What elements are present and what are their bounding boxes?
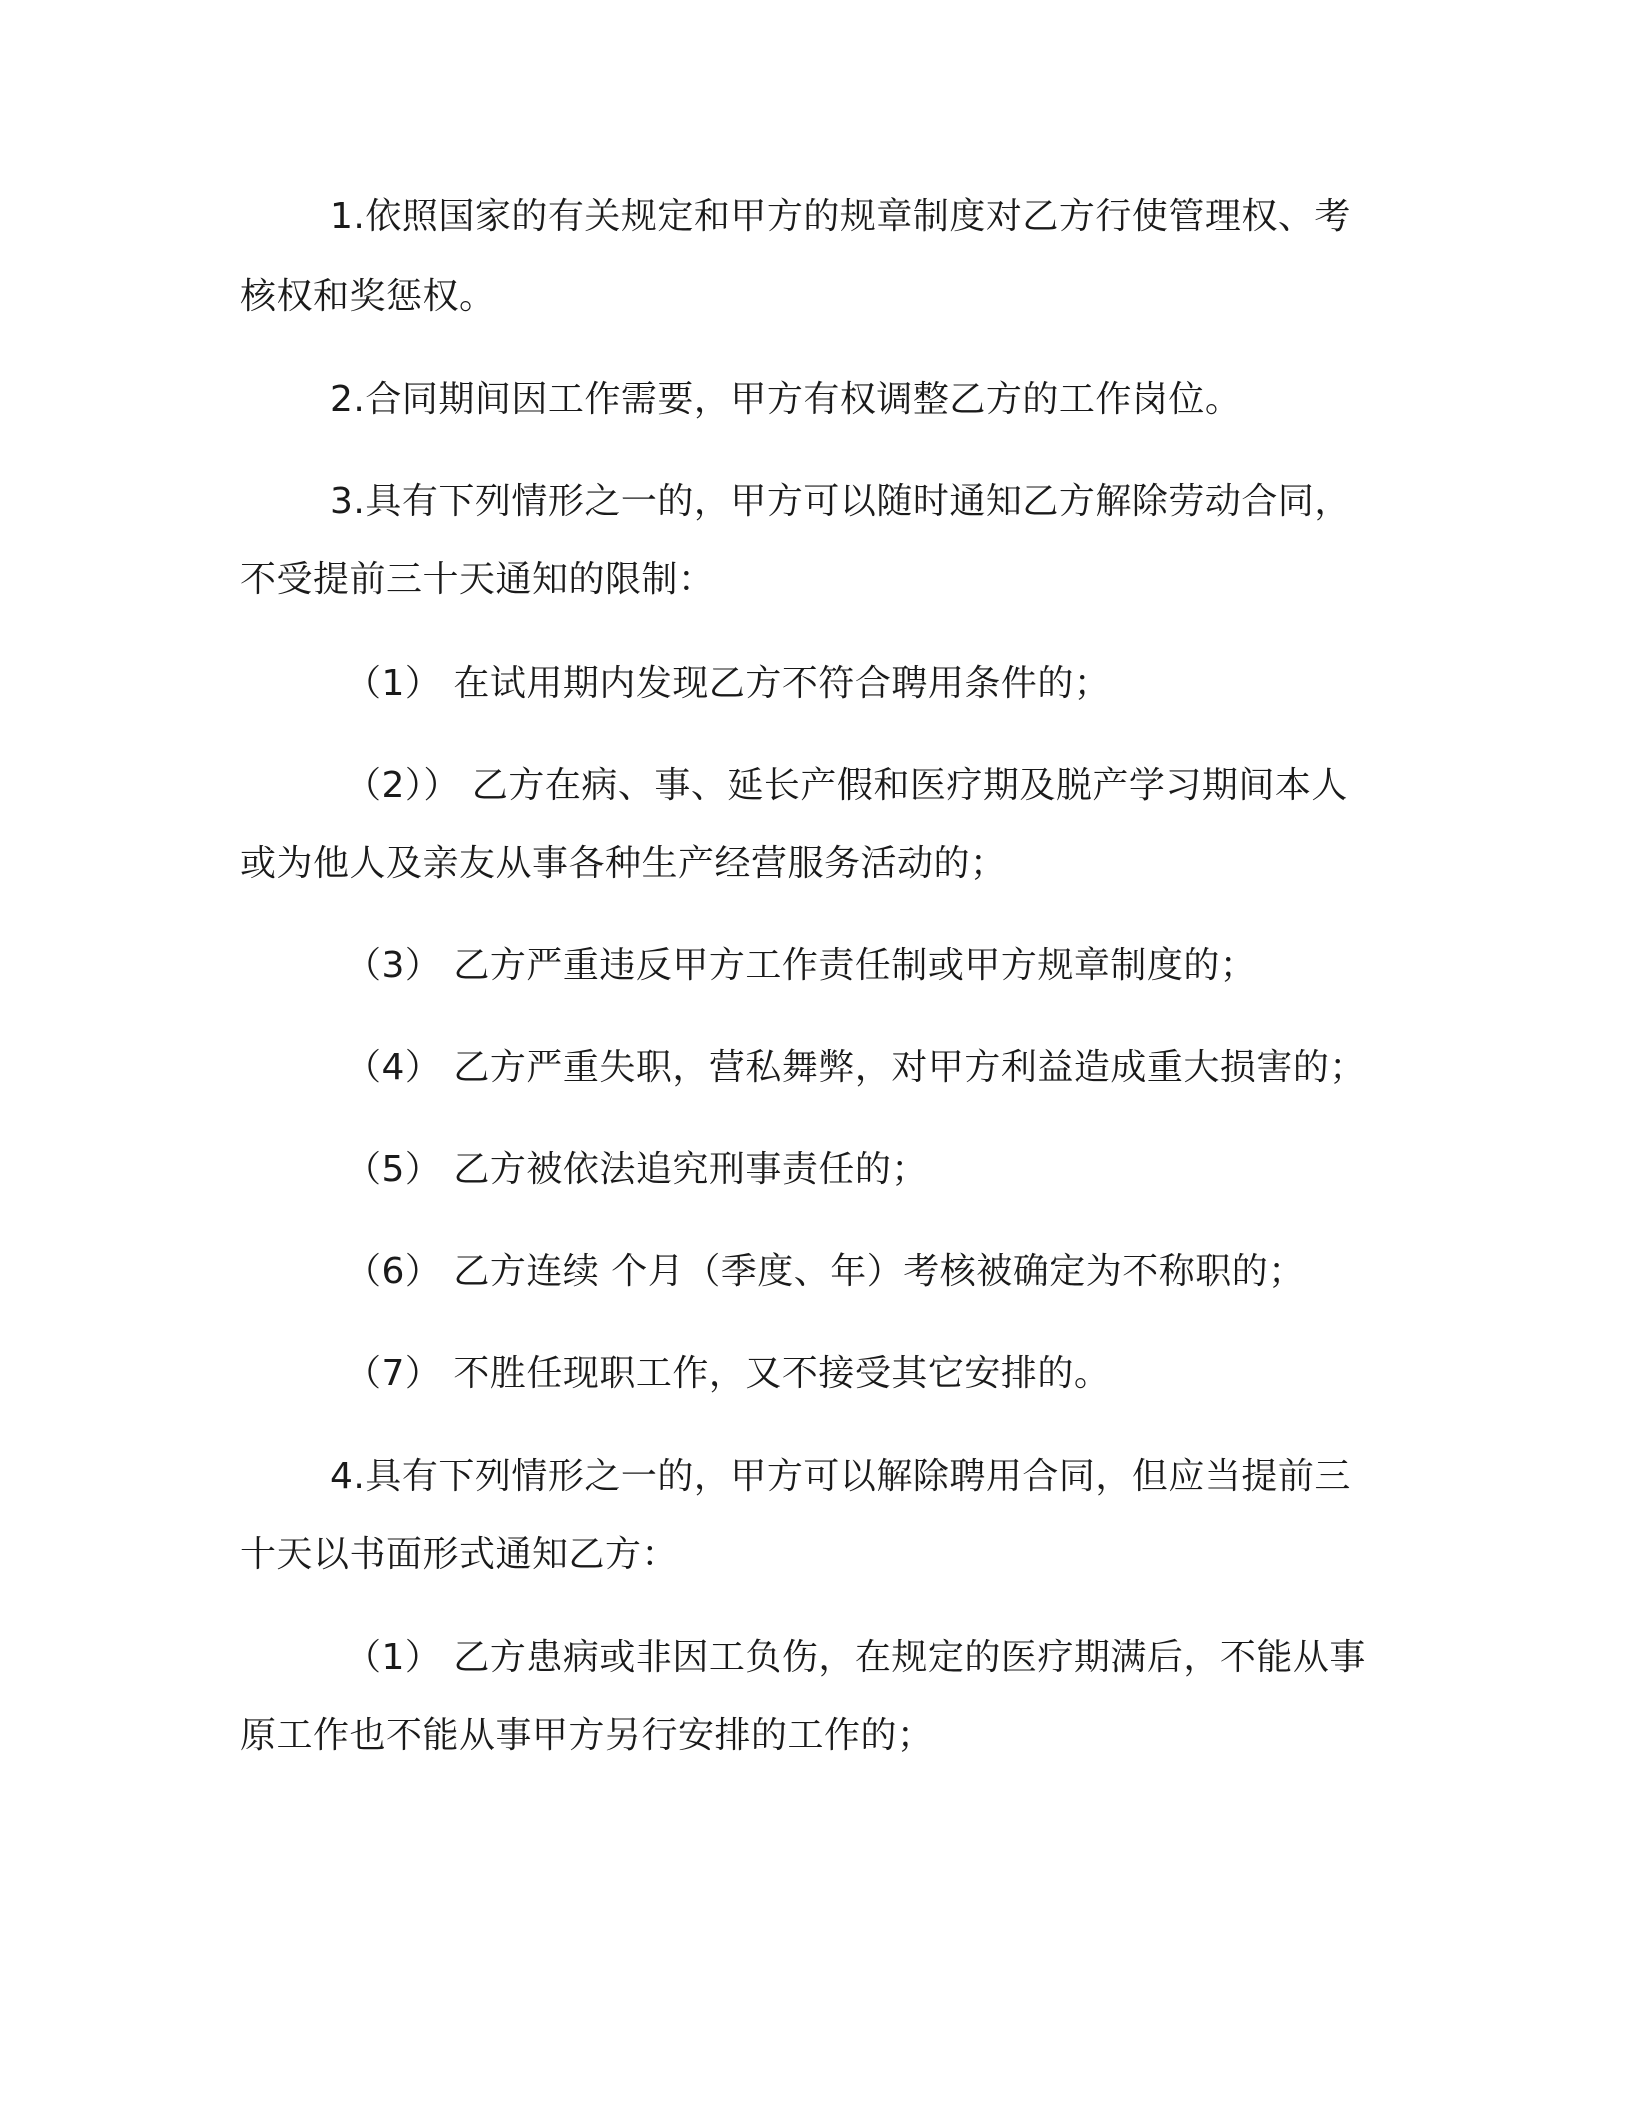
clause-3-item-4: （4） 乙方严重失职，营私舞弊，对甲方利益造成重大损害的； — [345, 1047, 1366, 1088]
clause-4-line-1: 4.具有下列情形之一的，甲方可以解除聘用合同，但应当提前三 — [330, 1456, 1351, 1497]
clause-3-item-1: （1） 在试用期内发现乙方不符合聘用条件的； — [345, 663, 1111, 704]
clause-3-item-5: （5） 乙方被依法追究刑事责任的； — [345, 1149, 928, 1190]
clause-1-line-1: 1.依照国家的有关规定和甲方的规章制度对乙方行使管理权、考 — [330, 196, 1351, 237]
clause-3-item-7: （7） 不胜任现职工作，又不接受其它安排的。 — [345, 1353, 1111, 1394]
clause-3-line-2: 不受提前三十天通知的限制： — [240, 559, 715, 600]
clause-4-item-1-line-1: （1） 乙方患病或非因工负伤，在规定的医疗期满后，不能从事 — [345, 1637, 1366, 1678]
clause-1-line-2: 核权和奖惩权。 — [240, 276, 496, 317]
clause-3-item-2-line-1: （2）） 乙方在病、事、延长产假和医疗期及脱产学习期间本人 — [345, 765, 1348, 806]
clause-3-item-6: （6） 乙方连续 个月（季度、年）考核被确定为不称职的； — [345, 1251, 1305, 1292]
clause-3-line-1: 3.具有下列情形之一的，甲方可以随时通知乙方解除劳动合同， — [330, 481, 1351, 522]
clause-3-item-3: （3） 乙方严重违反甲方工作责任制或甲方规章制度的； — [345, 945, 1257, 986]
clause-3-item-2-line-2: 或为他人及亲友从事各种生产经营服务活动的； — [240, 843, 1007, 884]
clause-4-item-1-line-2: 原工作也不能从事甲方另行安排的工作的； — [240, 1715, 934, 1756]
clause-4-line-2: 十天以书面形式通知乙方： — [240, 1534, 679, 1575]
clause-2-line-1: 2.合同期间因工作需要，甲方有权调整乙方的工作岗位。 — [330, 379, 1242, 420]
